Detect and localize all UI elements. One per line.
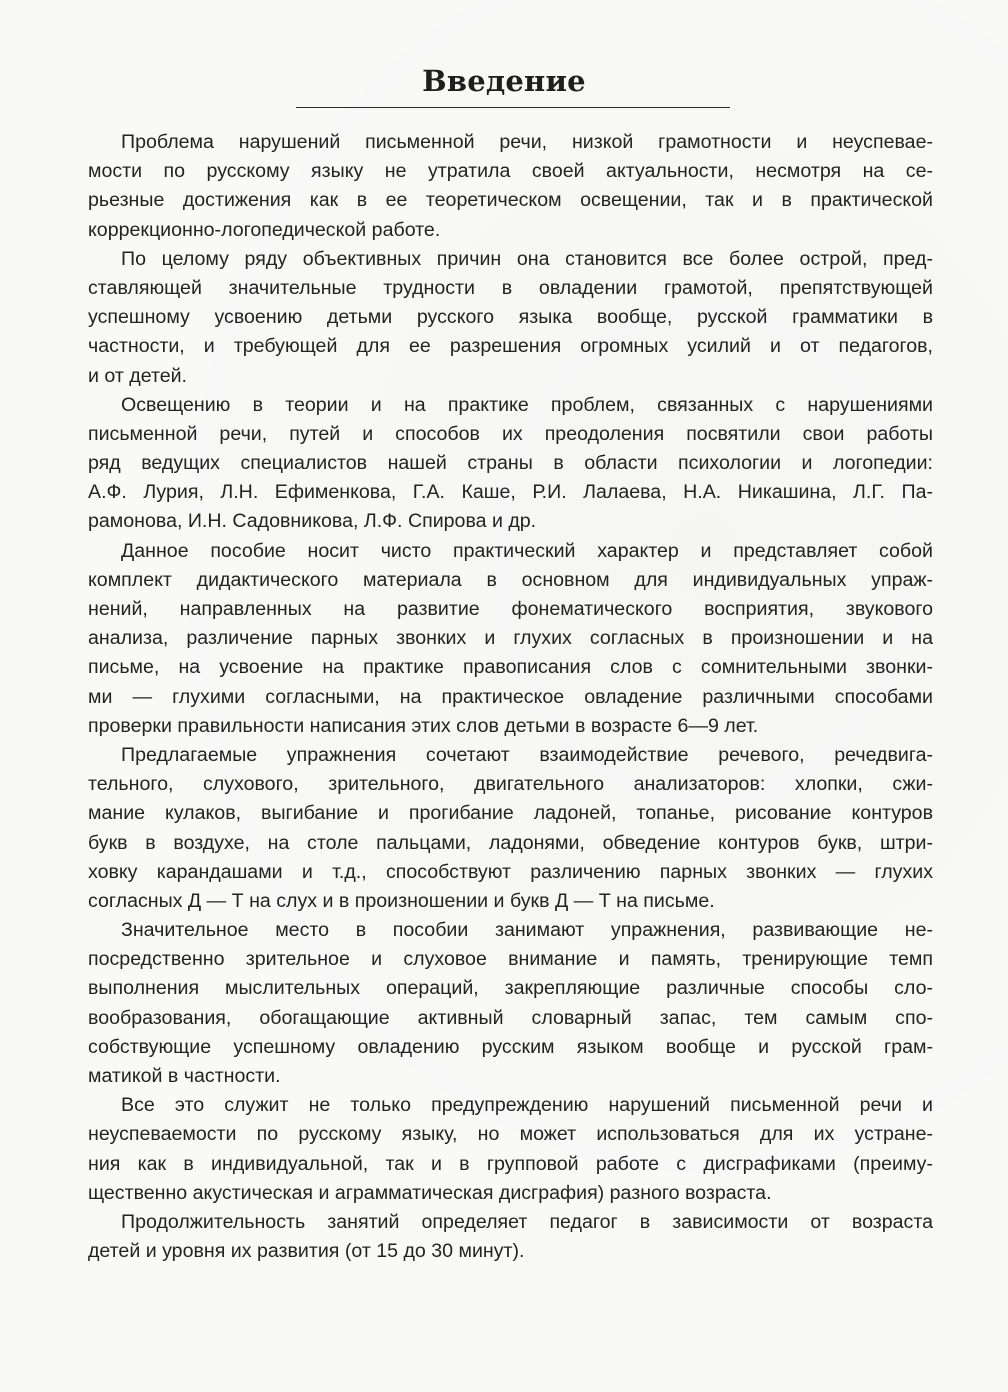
text-line: вообразования, обогащающие активный словарный запас, тем самым спо- [88,1006,933,1029]
text-line: успешному усвоению детьми русского языка вообще, русской грамматики в [88,306,933,329]
paragraph [88,537,933,741]
text-line: Продолжительность занятий определяет педагог в зависимости от возраста [121,1210,933,1233]
text-line: анализа, различение парных звонких и глухих согласных в произношении и на [88,627,933,650]
page-title: Введение [422,64,586,98]
paragraph [88,741,933,916]
text-line: письме, на усвоение на практике правописания слов с сомнительными звонки- [88,656,933,679]
text-line: ния как в индивидуальной, так и в групповой работе с дисграфиками (преиму- [88,1152,933,1175]
text-line: матикой в частности. [88,1065,281,1087]
text-line: посредственно зрительное и слуховое внимание и память, тренирующие темп [88,948,933,971]
paragraph [88,391,933,537]
text-line: Все это служит не только предупреждению нарушений письменной речи и [121,1094,933,1117]
text-line: нений, направленных на развитие фонематического восприятия, звукового [88,598,933,620]
text-line: Значительное место в пособии занимают упражнения, развивающие не- [121,919,933,942]
text-line: Освещению в теории и на практике проблем, связанных с нарушениями [121,393,933,416]
text-line: ставляющей значительные трудности в овладении грамотой, препятствующей [88,276,933,299]
text-line: ховку карандашами и т.д., способствуют различению парных звонких — глухих [88,860,933,883]
text-line: письменной речи, путей и способов их преодоления посвятили свои работы [88,422,933,445]
text-line: букв в воздухе, на столе пальцами, ладонями, обведение контуров букв, штри- [88,831,933,854]
text-line: Предлагаемые упражнения сочетают взаимодействие речевого, речедвига- [121,743,933,766]
text-line: По целому ряду объективных причин она становится все более острой, пред- [121,247,933,270]
paragraph [88,1208,933,1266]
text-line: и от детей. [88,364,187,387]
text-line: мости по русскому языку не утратила своей актуальности, несмотря на се- [88,160,933,183]
text-line: комплект дидактического материала в основном для индивидуальных упраж- [88,568,933,591]
text-line: Проблема нарушений письменной речи, низкой грамотности и неуспевае- [121,131,933,153]
paragraph [88,128,933,245]
text-line: мание кулаков, выгибание и прогибание ладоней, топанье, рисование контуров [88,802,933,825]
text-line: щественно акустическая и аграмматическая дисграфия) разного возраста. [88,1181,772,1204]
text-line: частности, и требующей для ее разрешения огромных усилий и от педагогов, [88,335,933,358]
paragraph [88,245,933,391]
text-line: собствующие успешному овладению русским языком вообще и русской грам- [88,1035,933,1058]
text-line: А.Ф. Лурия, Л.Н. Ефименкова, Г.А. Каше, Р.И. Лалаева, Н.А. Никашина, Л.Г. Па- [88,481,933,504]
text-line: рьезные достижения как в ее теоретическом освещении, так и в практической [88,189,933,212]
body-text [88,128,933,1266]
title-underline [296,107,730,108]
text-line: Данное пособие носит чисто практический характер и представляет собой [121,539,933,562]
text-line: согласных Д — Т на слух и в произношении и букв Д — Т на письме. [88,889,715,912]
text-line: ми — глухими согласными, на практическое овладение различными способами [88,685,933,708]
text-line: рамонова, И.Н. Садовникова, Л.Ф. Спирова и др. [88,510,537,533]
text-line: тельного, слухового, зрительного, двигательного анализаторов: хлопки, сжи- [88,773,933,796]
paragraph [88,1091,933,1208]
text-line: коррекционно-логопедической работе. [88,218,441,241]
text-line: выполнения мыслительных операций, закрепляющие различные способы сло- [88,977,933,1000]
text-line: неуспеваемости по русскому языку, но может использоваться для их устране- [88,1123,933,1146]
text-line: детей и уровня их развития (от 15 до 30 минут). [88,1240,525,1263]
text-line: ряд ведущих специалистов нашей страны в области психологии и логопедии: [88,452,933,475]
paragraph [88,916,933,1091]
text-line: проверки правильности написания этих слов детьми в возрасте 6—9 лет. [88,714,759,737]
